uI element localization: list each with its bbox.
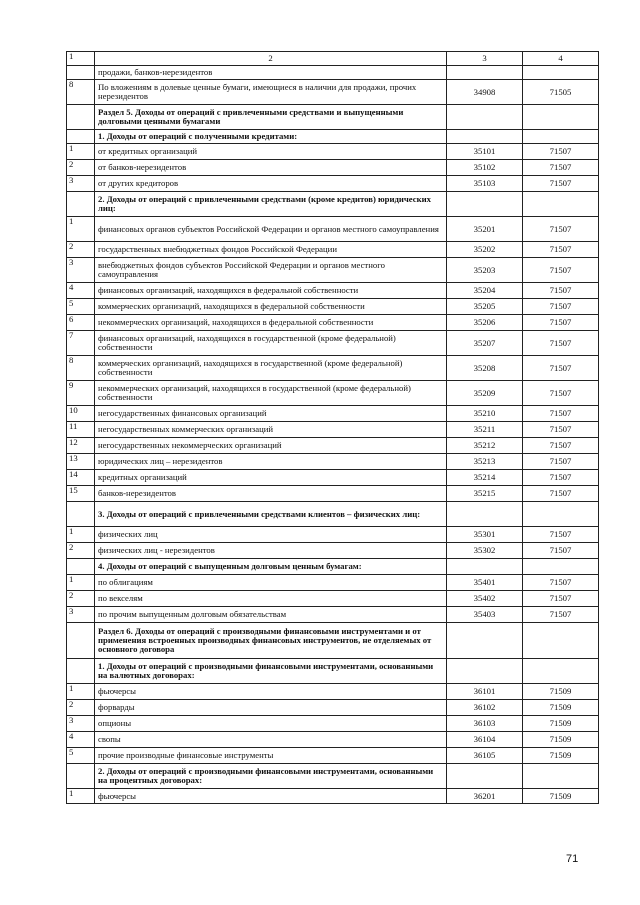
- row-description: 3. Доходы от операций с привлеченными средствами клиентов – физических лиц:: [95, 502, 447, 527]
- row-description: по прочим выпущенным долговым обязательствам: [95, 607, 447, 623]
- row-description: от других кредиторов: [95, 176, 447, 192]
- row-symbol-code: 71507: [523, 299, 599, 315]
- row-account-code: [447, 764, 523, 789]
- row-number: 7: [67, 331, 95, 356]
- row-account-code: 35206: [447, 315, 523, 331]
- row-number: 3: [67, 716, 95, 732]
- row-account-code: [447, 105, 523, 130]
- table-row: [67, 732, 599, 748]
- row-number: [67, 130, 95, 144]
- table-row: [67, 315, 599, 331]
- row-description: финансовых организаций, находящихся в государственной (кроме федеральной) собственности: [95, 331, 447, 356]
- row-account-code: 35403: [447, 607, 523, 623]
- row-description: прочие производные финансовые инструменты: [95, 748, 447, 764]
- table-row: [67, 160, 599, 176]
- table-row: [67, 486, 599, 502]
- row-description: внебюджетных фондов субъектов Российской Федерации и органов местного самоуправления: [95, 258, 447, 283]
- row-description: кредитных организаций: [95, 470, 447, 486]
- row-description: Раздел 5. Доходы от операций с привлеченными средствами и выпущенными долговыми ценными бумагами: [95, 105, 447, 130]
- row-number: 2: [67, 543, 95, 559]
- row-account-code: 36101: [447, 684, 523, 700]
- row-description: форварды: [95, 700, 447, 716]
- table-body: [67, 52, 599, 804]
- row-account-code: 35301: [447, 527, 523, 543]
- row-description: от банков-нерезидентов: [95, 160, 447, 176]
- table-row: [67, 381, 599, 406]
- row-description: некоммерческих организаций, находящихся в федеральной собственности: [95, 315, 447, 331]
- row-description: негосударственных коммерческих организаций: [95, 422, 447, 438]
- row-number: 4: [67, 732, 95, 748]
- row-description: банков-нерезидентов: [95, 486, 447, 502]
- row-symbol-code: 71507: [523, 356, 599, 381]
- page-number: 71: [566, 853, 579, 865]
- row-account-code: 35213: [447, 454, 523, 470]
- table-row: [67, 438, 599, 454]
- row-number: [67, 623, 95, 659]
- row-account-code: 35209: [447, 381, 523, 406]
- row-symbol-code: 71507: [523, 242, 599, 258]
- section-heading-row: [67, 764, 599, 789]
- section-heading-row: [67, 559, 599, 575]
- row-description: физических лиц: [95, 527, 447, 543]
- row-symbol-code: 71507: [523, 486, 599, 502]
- row-account-code: 35203: [447, 258, 523, 283]
- row-description: финансовых органов субъектов Российской Федерации и органов местного самоуправления: [95, 217, 447, 242]
- table-row: [67, 470, 599, 486]
- row-number: [67, 502, 95, 527]
- row-number: 1: [67, 217, 95, 242]
- row-account-code: [447, 502, 523, 527]
- table-row: [67, 356, 599, 381]
- row-symbol-code: [523, 130, 599, 144]
- row-symbol-code: [523, 764, 599, 789]
- row-account-code: 36201: [447, 789, 523, 804]
- row-number: [67, 192, 95, 217]
- row-symbol-code: 71507: [523, 470, 599, 486]
- row-number: [67, 66, 95, 80]
- header-col-4: 4: [523, 52, 599, 66]
- header-col-2: 2: [95, 52, 447, 66]
- row-symbol-code: [523, 66, 599, 80]
- row-account-code: 35102: [447, 160, 523, 176]
- row-symbol-code: 71509: [523, 748, 599, 764]
- row-account-code: 35401: [447, 575, 523, 591]
- table-row: [67, 258, 599, 283]
- row-description: коммерческих организаций, находящихся в федеральной собственности: [95, 299, 447, 315]
- row-symbol-code: 71505: [523, 80, 599, 105]
- row-description: 1. Доходы от операций с полученными кредитами:: [95, 130, 447, 144]
- row-symbol-code: 71507: [523, 144, 599, 160]
- row-account-code: 35208: [447, 356, 523, 381]
- row-symbol-code: 71507: [523, 575, 599, 591]
- row-description: некоммерческих организаций, находящихся в государственной (кроме федеральной) собственности: [95, 381, 447, 406]
- row-description: фьючерсы: [95, 789, 447, 804]
- section-heading-row: [67, 502, 599, 527]
- row-symbol-code: [523, 659, 599, 684]
- table-row: [67, 607, 599, 623]
- row-number: [67, 559, 95, 575]
- table-row: [67, 299, 599, 315]
- row-symbol-code: 71507: [523, 381, 599, 406]
- row-symbol-code: 71509: [523, 700, 599, 716]
- row-symbol-code: 71507: [523, 438, 599, 454]
- table-row: [67, 748, 599, 764]
- row-number: [67, 659, 95, 684]
- row-account-code: 35210: [447, 406, 523, 422]
- row-number: 14: [67, 470, 95, 486]
- table-row: [67, 217, 599, 242]
- row-account-code: 35201: [447, 217, 523, 242]
- row-symbol-code: 71507: [523, 591, 599, 607]
- row-symbol-code: 71507: [523, 258, 599, 283]
- row-number: 3: [67, 176, 95, 192]
- row-account-code: 35211: [447, 422, 523, 438]
- row-symbol-code: 71507: [523, 176, 599, 192]
- row-description: по векселям: [95, 591, 447, 607]
- row-description: по облигациям: [95, 575, 447, 591]
- row-account-code: 35205: [447, 299, 523, 315]
- row-account-code: 36104: [447, 732, 523, 748]
- row-account-code: [447, 559, 523, 575]
- row-number: 15: [67, 486, 95, 502]
- row-symbol-code: 71507: [523, 607, 599, 623]
- table-row: [67, 716, 599, 732]
- row-symbol-code: [523, 192, 599, 217]
- table-row: [67, 406, 599, 422]
- row-number: 4: [67, 283, 95, 299]
- table-row: [67, 422, 599, 438]
- row-description: коммерческих организаций, находящихся в государственной (кроме федеральной) собственности: [95, 356, 447, 381]
- table-header-row: [67, 52, 599, 66]
- table-row: [67, 700, 599, 716]
- row-number: 5: [67, 748, 95, 764]
- row-account-code: 36105: [447, 748, 523, 764]
- row-number: 1: [67, 527, 95, 543]
- row-symbol-code: 71507: [523, 406, 599, 422]
- row-number: 1: [67, 144, 95, 160]
- row-account-code: [447, 659, 523, 684]
- row-description: юридических лиц – нерезидентов: [95, 454, 447, 470]
- table-row: [67, 527, 599, 543]
- row-account-code: 35204: [447, 283, 523, 299]
- row-number: 2: [67, 591, 95, 607]
- row-account-code: [447, 623, 523, 659]
- section-heading-row: [67, 659, 599, 684]
- row-number: 2: [67, 160, 95, 176]
- row-symbol-code: 71507: [523, 331, 599, 356]
- table-row: [67, 66, 599, 80]
- row-number: 6: [67, 315, 95, 331]
- table-row: [67, 684, 599, 700]
- row-account-code: 35202: [447, 242, 523, 258]
- row-account-code: 35215: [447, 486, 523, 502]
- row-account-code: 36102: [447, 700, 523, 716]
- section-heading-row: [67, 130, 599, 144]
- row-account-code: 35302: [447, 543, 523, 559]
- row-symbol-code: [523, 559, 599, 575]
- row-symbol-code: [523, 105, 599, 130]
- accounts-table: [66, 51, 599, 804]
- row-account-code: 35103: [447, 176, 523, 192]
- row-account-code: 35402: [447, 591, 523, 607]
- header-col-1: 1: [67, 52, 95, 66]
- table-row: [67, 575, 599, 591]
- section-heading-row: [67, 623, 599, 659]
- row-symbol-code: 71507: [523, 160, 599, 176]
- row-number: 1: [67, 789, 95, 804]
- row-description: 2. Доходы от операций с привлеченными средствами (кроме кредитов) юридических лиц:: [95, 192, 447, 217]
- table-row: [67, 789, 599, 804]
- row-symbol-code: 71507: [523, 315, 599, 331]
- row-number: [67, 764, 95, 789]
- row-number: 1: [67, 575, 95, 591]
- table-row: [67, 283, 599, 299]
- table-row: [67, 144, 599, 160]
- row-number: 8: [67, 80, 95, 105]
- table-row: [67, 176, 599, 192]
- row-account-code: 35214: [447, 470, 523, 486]
- table-row: [67, 591, 599, 607]
- row-description: негосударственных финансовых организаций: [95, 406, 447, 422]
- section-heading-row: [67, 105, 599, 130]
- row-description: финансовых организаций, находящихся в федеральной собственности: [95, 283, 447, 299]
- row-description: негосударственных некоммерческих организаций: [95, 438, 447, 454]
- row-number: 5: [67, 299, 95, 315]
- row-description: фьючерсы: [95, 684, 447, 700]
- row-number: 11: [67, 422, 95, 438]
- row-number: 3: [67, 607, 95, 623]
- table-row: [67, 331, 599, 356]
- row-account-code: 35207: [447, 331, 523, 356]
- row-account-code: 34908: [447, 80, 523, 105]
- row-number: 10: [67, 406, 95, 422]
- row-description: от кредитных организаций: [95, 144, 447, 160]
- row-number: 13: [67, 454, 95, 470]
- row-number: 1: [67, 684, 95, 700]
- row-symbol-code: 71507: [523, 454, 599, 470]
- row-symbol-code: [523, 623, 599, 659]
- table-row: [67, 543, 599, 559]
- header-col-3: 3: [447, 52, 523, 66]
- row-description: продажи, банков-нерезидентов: [95, 66, 447, 80]
- row-description: 2. Доходы от операций с производными финансовыми инструментами, основанными на процентных договорах:: [95, 764, 447, 789]
- row-number: 12: [67, 438, 95, 454]
- row-account-code: 35101: [447, 144, 523, 160]
- row-account-code: [447, 130, 523, 144]
- table-row: [67, 242, 599, 258]
- row-number: 9: [67, 381, 95, 406]
- row-number: [67, 105, 95, 130]
- row-symbol-code: 71507: [523, 543, 599, 559]
- row-symbol-code: 71507: [523, 527, 599, 543]
- table-row: [67, 454, 599, 470]
- row-number: 2: [67, 700, 95, 716]
- row-symbol-code: 71507: [523, 217, 599, 242]
- row-account-code: [447, 192, 523, 217]
- row-symbol-code: 71507: [523, 283, 599, 299]
- section-heading-row: [67, 192, 599, 217]
- row-account-code: 36103: [447, 716, 523, 732]
- row-description: физических лиц - нерезидентов: [95, 543, 447, 559]
- row-description: Раздел 6. Доходы от операций с производными финансовыми инструментами и от применения встроенных производных финансовых инструментов, не отделяемых от основного договора: [95, 623, 447, 659]
- row-description: 1. Доходы от операций с производными финансовыми инструментами, основанными на валютных договорах:: [95, 659, 447, 684]
- row-number: 8: [67, 356, 95, 381]
- row-description: По вложениям в долевые ценные бумаги, имеющиеся в наличии для продажи, прочих нерезидентов: [95, 80, 447, 105]
- table-row: [67, 80, 599, 105]
- row-number: 2: [67, 242, 95, 258]
- row-symbol-code: 71509: [523, 716, 599, 732]
- row-description: 4. Доходы от операций с выпущенным долговым ценным бумагам:: [95, 559, 447, 575]
- row-number: 3: [67, 258, 95, 283]
- row-symbol-code: 71509: [523, 684, 599, 700]
- row-symbol-code: 71509: [523, 789, 599, 804]
- row-account-code: 35212: [447, 438, 523, 454]
- row-account-code: [447, 66, 523, 80]
- row-symbol-code: 71509: [523, 732, 599, 748]
- row-symbol-code: [523, 502, 599, 527]
- row-description: государственных внебюджетных фондов Российской Федерации: [95, 242, 447, 258]
- row-description: опционы: [95, 716, 447, 732]
- row-description: свопы: [95, 732, 447, 748]
- row-symbol-code: 71507: [523, 422, 599, 438]
